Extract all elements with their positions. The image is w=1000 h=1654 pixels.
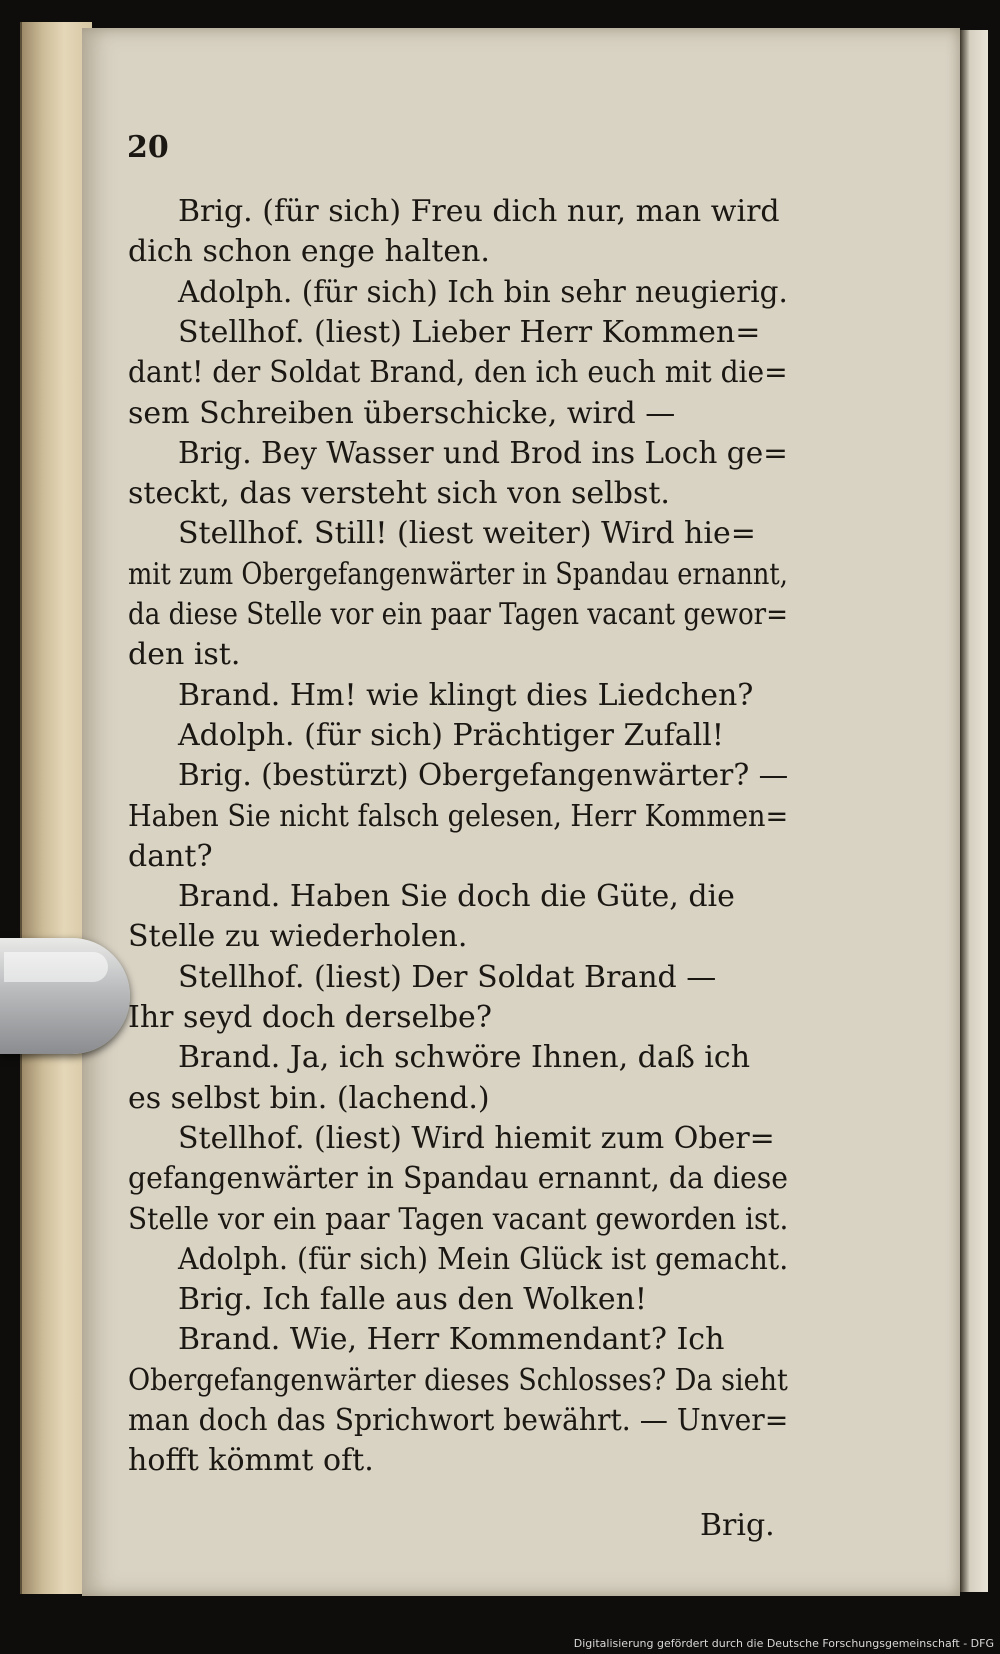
text-line: dant! der Soldat Brand, den ich euch mit die= — [128, 355, 788, 391]
text-line: Brig. Ich falle aus den Wolken! — [178, 1282, 647, 1318]
text-line: Stellhof. Still! (liest weiter) Wird hie= — [178, 516, 756, 552]
page-clip — [0, 938, 130, 1054]
text-line: den ist. — [128, 637, 241, 673]
text-line: es selbst bin. (lachend.) — [128, 1080, 490, 1116]
text-line: man doch das Sprichwort bewährt. — Unver= — [128, 1403, 789, 1438]
text-line: Haben Sie nicht falsch gelesen, Herr Kommen= — [128, 798, 789, 834]
text-line: Brand. Ja, ich schwöre Ihnen, daß ich — [178, 1040, 751, 1076]
text-line: Stellhof. (liest) Lieber Herr Kommen= — [178, 314, 761, 350]
text-line: Brand. Hm! wie klingt dies Liedchen? — [178, 677, 754, 713]
text-line: Adolph. (für sich) Prächtiger Zufall! — [178, 717, 724, 753]
page-right-edge — [960, 30, 988, 1592]
text-line: da diese Stelle vor ein paar Tagen vacant gewor= — [128, 597, 789, 632]
text-line: steckt, das versteht sich von selbst. — [128, 476, 670, 512]
text-line: Obergefangenwärter dieses Schlosses? Da sieht — [128, 1362, 788, 1398]
text-line: dich schon enge halten. — [128, 234, 490, 270]
text-line: Ihr seyd doch derselbe? — [128, 1000, 492, 1035]
text-line: Stelle vor ein paar Tagen vacant geworden ist. — [128, 1201, 789, 1237]
text-line: Brig. (für sich) Freu dich nur, man wird — [178, 194, 780, 229]
text-line: Stellhof. (liest) Der Soldat Brand — — [178, 959, 717, 995]
text-line: Brand. Wie, Herr Kommendant? Ich — [178, 1322, 725, 1358]
text-line: Stelle zu wiederholen. — [128, 919, 468, 955]
text-line: mit zum Obergefangenwärter in Spandau ernannt, — [128, 556, 788, 592]
text-line: Adolph. (für sich) Mein Glück ist gemacht. — [178, 1241, 789, 1277]
text-line: dant? — [128, 838, 213, 874]
digitization-credit: Digitalisierung gefördert durch die Deutsche Forschungsgemeinschaft - DFG — [573, 1637, 994, 1650]
text-line: Stellhof. (liest) Wird hiemit zum Ober= — [178, 1120, 775, 1156]
text-line: gefangenwärter in Spandau ernannt, da diese — [128, 1161, 789, 1197]
text-line: Brig. (bestürzt) Obergefangenwärter? — — [178, 758, 789, 794]
text-line: Brig. Bey Wasser und Brod ins Loch ge= — [178, 435, 788, 471]
text-line: Adolph. (für sich) Ich bin sehr neugierig. — [178, 274, 788, 310]
catchword: Brig. — [700, 1508, 775, 1543]
text-line: Brand. Haben Sie doch die Güte, die — [178, 879, 735, 915]
page-number: 20 — [127, 130, 169, 165]
text-line: hofft kömmt oft. — [128, 1443, 374, 1479]
text-line: sem Schreiben überschicke, wird — — [128, 395, 676, 431]
